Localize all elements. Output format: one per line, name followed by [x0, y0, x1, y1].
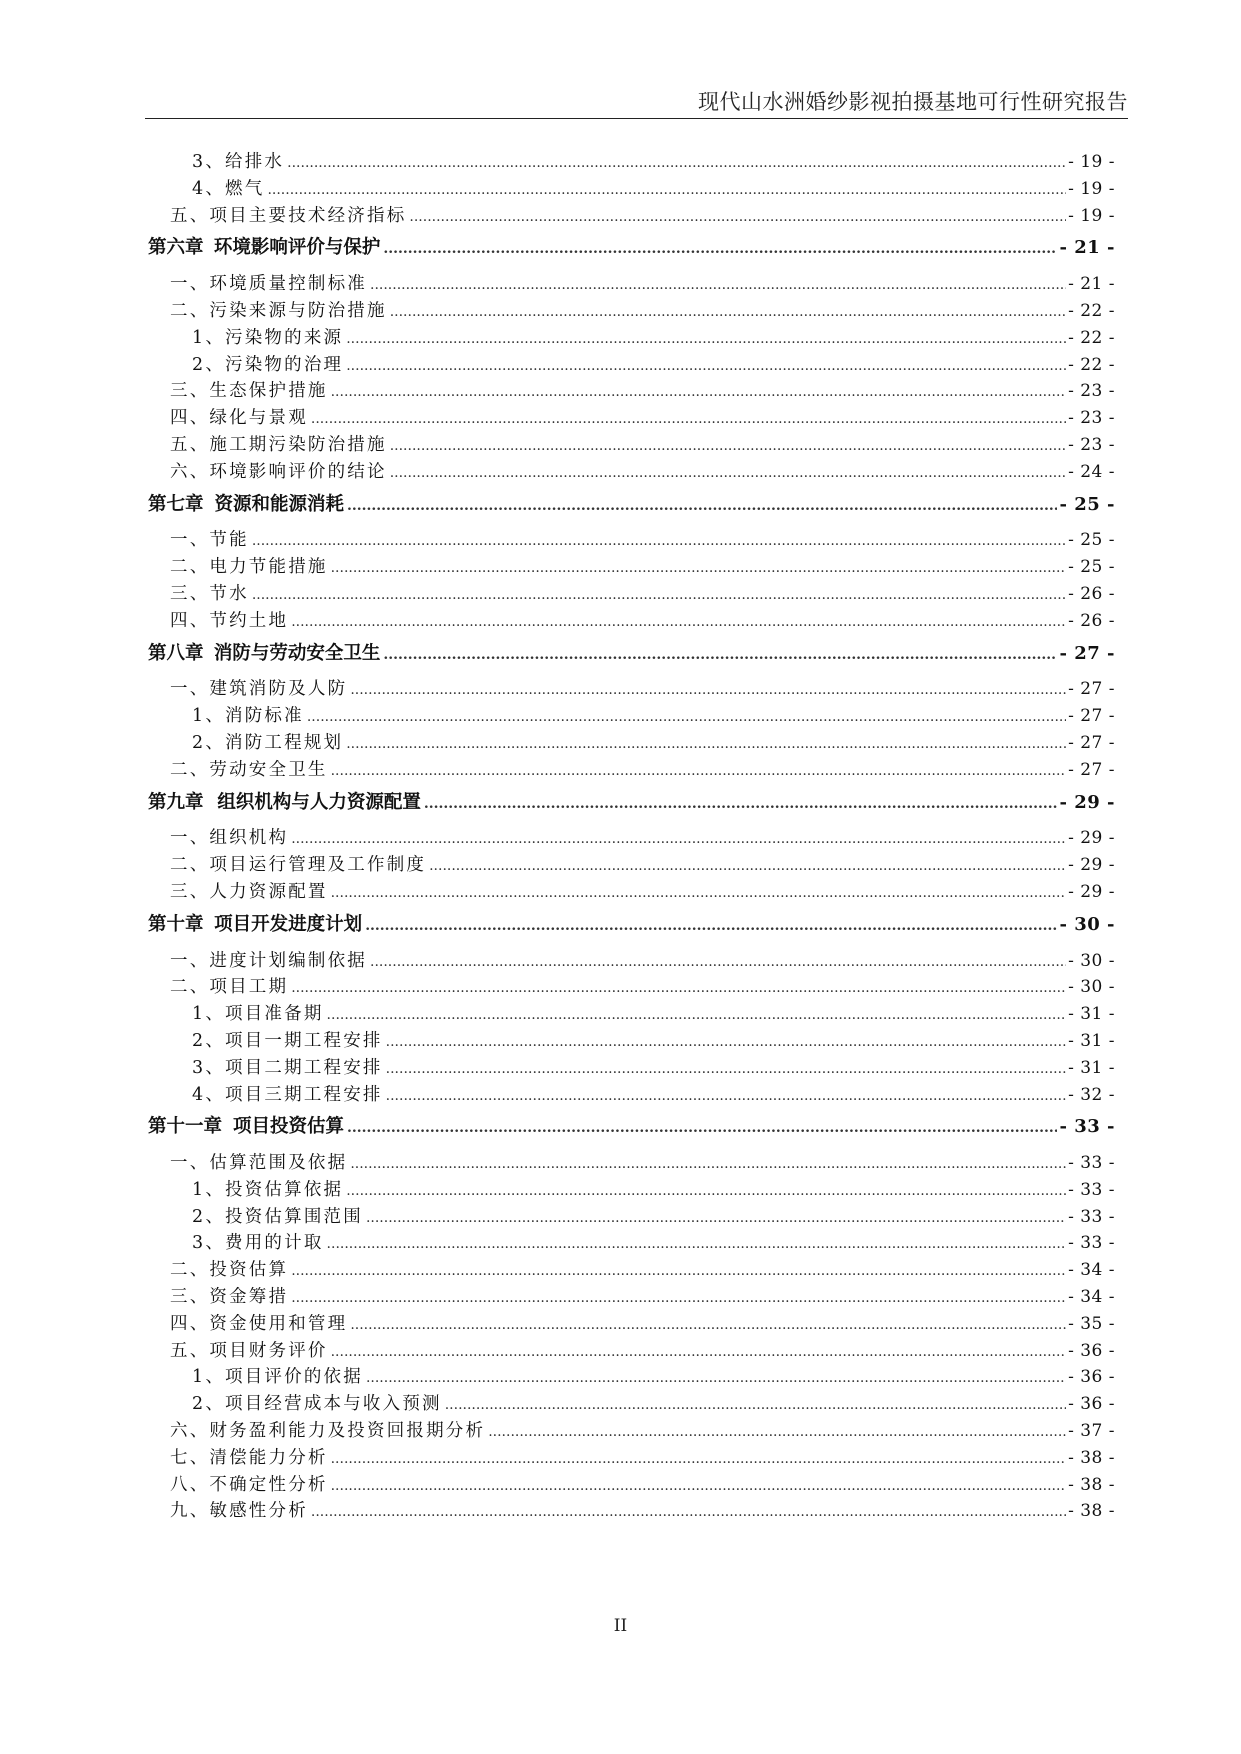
dot-leader: [311, 411, 1066, 427]
dot-leader: [307, 709, 1066, 725]
toc-item-label: 二、项目工期: [170, 977, 289, 998]
header-title: 现代山水洲婚纱影视拍摄基地可行性研究报告: [698, 90, 1128, 114]
toc-page-number: - 31 -: [1068, 1057, 1115, 1078]
chapter-number: 第六章: [148, 237, 204, 259]
toc-page-number: - 19 -: [1068, 178, 1115, 199]
toc-page-number: - 33 -: [1068, 1179, 1115, 1200]
toc-item-entry[interactable]: [148, 1081, 1115, 1108]
toc-item-label: 四、资金使用和管理: [170, 1313, 348, 1334]
chapter-title: 项目投资估算: [232, 1116, 344, 1138]
toc-item-label: 一、环境质量控制标准: [170, 274, 367, 295]
toc-page-number: - 23 -: [1068, 381, 1115, 402]
toc-item-entry[interactable]: [148, 1176, 1115, 1203]
dot-leader: [311, 1504, 1066, 1520]
toc-item-label: 一、建筑消防及人防: [170, 679, 348, 700]
toc-page-number: - 33 -: [1059, 1116, 1115, 1138]
toc-item-entry[interactable]: [148, 947, 1115, 974]
toc-item-label: 2、消防工程规划: [192, 732, 344, 753]
toc-item-entry[interactable]: [148, 1027, 1115, 1054]
dot-leader: [390, 438, 1066, 454]
toc-item-label: 二、电力节能措施: [170, 557, 328, 578]
toc-item-label: 二、污染来源与防治措施: [170, 300, 387, 321]
dot-leader: [327, 1236, 1067, 1252]
toc-item-entry[interactable]: [148, 431, 1115, 458]
toc-page-number: - 30 -: [1059, 913, 1115, 935]
toc-page-number: - 21 -: [1059, 237, 1115, 259]
dot-leader: [409, 209, 1066, 225]
chapter-title: 项目开发进度计划: [214, 913, 363, 935]
chapter-number: 第十章: [148, 913, 204, 935]
toc-item-label: 3、给排水: [192, 152, 285, 172]
dot-leader: [252, 587, 1066, 603]
toc-page-number: - 36 -: [1068, 1394, 1115, 1415]
dot-leader: [267, 182, 1066, 198]
toc-item-entry[interactable]: [148, 851, 1115, 878]
toc-item-label: 二、劳动安全卫生: [170, 759, 328, 780]
toc-item-entry[interactable]: [148, 526, 1115, 553]
dot-leader: [350, 1156, 1066, 1172]
toc-page-number: - 23 -: [1068, 434, 1115, 455]
toc-item-label: 1、项目评价的依据: [192, 1367, 363, 1388]
toc-item-label: 1、污染物的来源: [192, 327, 344, 348]
dot-leader: [287, 155, 1066, 171]
toc-page-number: - 26 -: [1068, 610, 1115, 631]
dot-leader: [488, 1424, 1066, 1440]
toc-page-number: - 27 -: [1059, 642, 1115, 664]
page-header: [145, 86, 1128, 119]
toc-page-number: - 25 -: [1068, 530, 1115, 551]
toc-chapter-entry[interactable]: [148, 910, 1115, 937]
toc-item-label: 六、财务盈利能力及投资回报期分析: [170, 1421, 486, 1442]
chapter-number: 第八章: [148, 642, 204, 664]
chapter-number: 第十一章: [148, 1116, 223, 1138]
toc-page-number: - 27 -: [1068, 706, 1115, 727]
toc-item-entry[interactable]: [148, 1444, 1115, 1471]
toc-item-entry[interactable]: [148, 1203, 1115, 1230]
dot-leader: [346, 736, 1066, 752]
toc-item-label: 3、费用的计取: [192, 1233, 324, 1254]
toc-item-label: 四、节约土地: [170, 610, 289, 631]
dot-leader: [383, 647, 1057, 663]
toc-page-number: - 22 -: [1068, 300, 1115, 321]
dot-leader: [346, 358, 1066, 374]
dot-leader: [366, 1210, 1066, 1226]
toc-page-number: - 29 -: [1059, 791, 1115, 813]
toc-item-entry[interactable]: [148, 1497, 1115, 1524]
toc-item-label: 九、敏感性分析: [170, 1501, 308, 1522]
toc-item-label: 一、进度计划编制依据: [170, 950, 367, 971]
dot-leader: [386, 1088, 1066, 1104]
toc-item-label: 2、污染物的治理: [192, 354, 344, 375]
toc-item-entry[interactable]: [148, 580, 1115, 607]
toc-item-label: 五、项目财务评价: [170, 1340, 328, 1361]
toc-item-entry[interactable]: [148, 1149, 1115, 1176]
toc-page-number: - 38 -: [1068, 1447, 1115, 1468]
dot-leader: [365, 918, 1057, 934]
toc-page-number: - 31 -: [1068, 1030, 1115, 1051]
toc-item-label: 四、绿化与景观: [170, 408, 308, 429]
dot-leader: [390, 465, 1066, 481]
toc-item-entry[interactable]: [148, 824, 1115, 851]
toc-page-number: - 27 -: [1068, 759, 1115, 780]
toc-page-number: - 36 -: [1068, 1367, 1115, 1388]
toc-item-entry[interactable]: [148, 1337, 1115, 1364]
toc-page-number: - 25 -: [1059, 493, 1115, 515]
dot-leader: [331, 384, 1066, 400]
dot-leader: [386, 1034, 1066, 1050]
dot-leader: [386, 1061, 1066, 1077]
toc-page-number: - 33 -: [1068, 1206, 1115, 1227]
dot-leader: [350, 1317, 1066, 1333]
toc-page-number: - 34 -: [1068, 1260, 1115, 1281]
dot-leader: [346, 1183, 1066, 1199]
chapter-title: 消防与劳动安全卫生: [213, 642, 381, 664]
toc-item-entry[interactable]: [148, 148, 1115, 175]
toc-page-number: - 21 -: [1068, 274, 1115, 295]
toc-item-entry[interactable]: [148, 1256, 1115, 1283]
toc-page-number: - 33 -: [1068, 1233, 1115, 1254]
toc-item-entry[interactable]: [148, 377, 1115, 404]
dot-leader: [445, 1397, 1066, 1413]
page-number: II: [613, 1616, 628, 1636]
toc-page-number: - 38 -: [1068, 1501, 1115, 1522]
dot-leader: [291, 980, 1066, 996]
toc-item-entry[interactable]: [148, 1417, 1115, 1444]
toc-item-label: 三、资金筹措: [170, 1287, 289, 1308]
toc-item-label: 八、不确定性分析: [170, 1474, 328, 1495]
dot-leader: [347, 1120, 1058, 1136]
dot-leader: [370, 954, 1066, 970]
toc-item-entry[interactable]: [148, 973, 1115, 1000]
dot-leader: [331, 1478, 1066, 1494]
toc-item-entry[interactable]: [148, 351, 1115, 378]
toc-page-number: - 27 -: [1068, 732, 1115, 753]
dot-leader: [370, 277, 1066, 293]
toc-item-entry[interactable]: [148, 1054, 1115, 1081]
toc-item-label: 2、投资估算围范围: [192, 1206, 363, 1227]
toc-page-number: - 23 -: [1068, 408, 1115, 429]
toc-item-entry[interactable]: [148, 729, 1115, 756]
toc-page-number: - 29 -: [1068, 855, 1115, 876]
dot-leader: [390, 304, 1066, 320]
toc-page-number: - 27 -: [1068, 679, 1115, 700]
toc-item-entry[interactable]: [148, 607, 1115, 634]
toc-item-entry[interactable]: [148, 1000, 1115, 1027]
toc-item-entry[interactable]: [148, 404, 1115, 431]
toc-page-number: - 36 -: [1068, 1340, 1115, 1361]
toc-item-entry[interactable]: [148, 702, 1115, 729]
toc-chapter-entry[interactable]: [148, 1112, 1115, 1139]
toc-item-entry[interactable]: [148, 756, 1115, 783]
dot-leader: [331, 560, 1066, 576]
toc-item-label: 二、项目运行管理及工作制度: [170, 855, 427, 876]
toc-item-label: 二、投资估算: [170, 1260, 289, 1281]
toc-item-entry[interactable]: [148, 1283, 1115, 1310]
toc-item-label: 1、投资估算依据: [192, 1179, 344, 1200]
toc-item-label: 3、项目二期工程安排: [192, 1057, 383, 1078]
dot-leader: [252, 533, 1066, 549]
toc-item-label: 五、施工期污染防治措施: [170, 434, 387, 455]
dot-leader: [429, 858, 1066, 874]
chapter-title: 资源和能源消耗: [214, 493, 344, 515]
toc-item-label: 2、项目经营成本与收入预测: [192, 1394, 442, 1415]
toc-item-entry[interactable]: [148, 878, 1115, 905]
toc-page-number: - 29 -: [1068, 828, 1115, 849]
toc-chapter-entry[interactable]: [148, 788, 1115, 815]
toc-page-number: - 29 -: [1068, 881, 1115, 902]
toc-item-entry[interactable]: [148, 202, 1115, 229]
toc-page-number: - 31 -: [1068, 1004, 1115, 1025]
toc-page-number: - 25 -: [1068, 557, 1115, 578]
toc-item-entry[interactable]: [148, 1471, 1115, 1498]
toc-item-label: 一、节能: [170, 530, 249, 551]
dot-leader: [291, 1290, 1066, 1306]
toc-item-label: 五、项目主要技术经济指标: [170, 205, 407, 226]
chapter-number: 第七章: [148, 493, 204, 515]
toc-page-number: - 32 -: [1068, 1084, 1115, 1105]
toc-page-number: - 26 -: [1068, 583, 1115, 604]
toc-item-label: 六、环境影响评价的结论: [170, 461, 387, 482]
dot-leader: [291, 1263, 1066, 1279]
toc-page-number: - 22 -: [1068, 354, 1115, 375]
chapter-title: 环境影响评价与保护: [213, 237, 381, 259]
dot-leader: [331, 763, 1066, 779]
dot-leader: [347, 498, 1058, 514]
toc-page-number: - 35 -: [1068, 1313, 1115, 1334]
dot-leader: [331, 1451, 1066, 1467]
toc-item-label: 2、项目一期工程安排: [192, 1030, 383, 1051]
toc-page-number: - 30 -: [1068, 950, 1115, 971]
toc-item-entry[interactable]: [148, 270, 1115, 297]
dot-leader: [331, 1344, 1066, 1360]
toc-item-label: 4、项目三期工程安排: [192, 1084, 383, 1105]
toc-item-label: 三、节水: [170, 583, 249, 604]
toc-item-label: 三、生态保护措施: [170, 381, 328, 402]
toc-page-number: - 19 -: [1068, 152, 1115, 172]
dot-leader: [424, 796, 1058, 812]
toc-page-number: - 38 -: [1068, 1474, 1115, 1495]
toc-item-entry[interactable]: [148, 1390, 1115, 1417]
dot-leader: [291, 831, 1066, 847]
toc-chapter-entry[interactable]: [148, 639, 1115, 666]
toc-page-number: - 30 -: [1068, 977, 1115, 998]
toc-item-label: 4、燃气: [192, 178, 265, 199]
dot-leader: [366, 1370, 1066, 1386]
dot-leader: [327, 1007, 1067, 1023]
dot-leader: [383, 241, 1057, 257]
toc-page-number: - 22 -: [1068, 327, 1115, 348]
toc-item-label: 一、估算范围及依据: [170, 1153, 348, 1174]
dot-leader: [346, 331, 1066, 347]
toc-item-label: 1、消防标准: [192, 706, 304, 727]
toc-item-label: 三、人力资源配置: [170, 881, 328, 902]
dot-leader: [331, 885, 1066, 901]
toc-item-label: 一、组织机构: [170, 828, 289, 849]
toc-item-entry[interactable]: [148, 675, 1115, 702]
toc-item-entry[interactable]: [148, 553, 1115, 580]
toc-item-entry[interactable]: [148, 1229, 1115, 1256]
toc-item-entry[interactable]: [148, 1363, 1115, 1390]
dot-leader: [291, 614, 1066, 630]
toc-item-entry[interactable]: [148, 324, 1115, 351]
toc-chapter-entry[interactable]: [148, 233, 1115, 260]
toc-item-entry[interactable]: [148, 458, 1115, 485]
toc-page-number: - 19 -: [1068, 205, 1115, 226]
dot-leader: [350, 682, 1066, 698]
toc-page-number: - 24 -: [1068, 461, 1115, 482]
toc-page-number: - 37 -: [1068, 1421, 1115, 1442]
toc-item-label: 七、清偿能力分析: [170, 1447, 328, 1468]
toc-item-entry[interactable]: [148, 297, 1115, 324]
chapter-number: 第九章: [148, 791, 204, 813]
toc-item-entry[interactable]: [148, 1310, 1115, 1337]
table-of-contents: [148, 148, 1115, 1524]
toc-item-label: 1、项目准备期: [192, 1004, 324, 1025]
toc-page-number: - 33 -: [1068, 1153, 1115, 1174]
toc-item-entry[interactable]: [148, 175, 1115, 202]
toc-page-number: - 34 -: [1068, 1287, 1115, 1308]
chapter-title: 组织机构与人力资源配置: [217, 791, 421, 813]
toc-chapter-entry[interactable]: [148, 490, 1115, 517]
